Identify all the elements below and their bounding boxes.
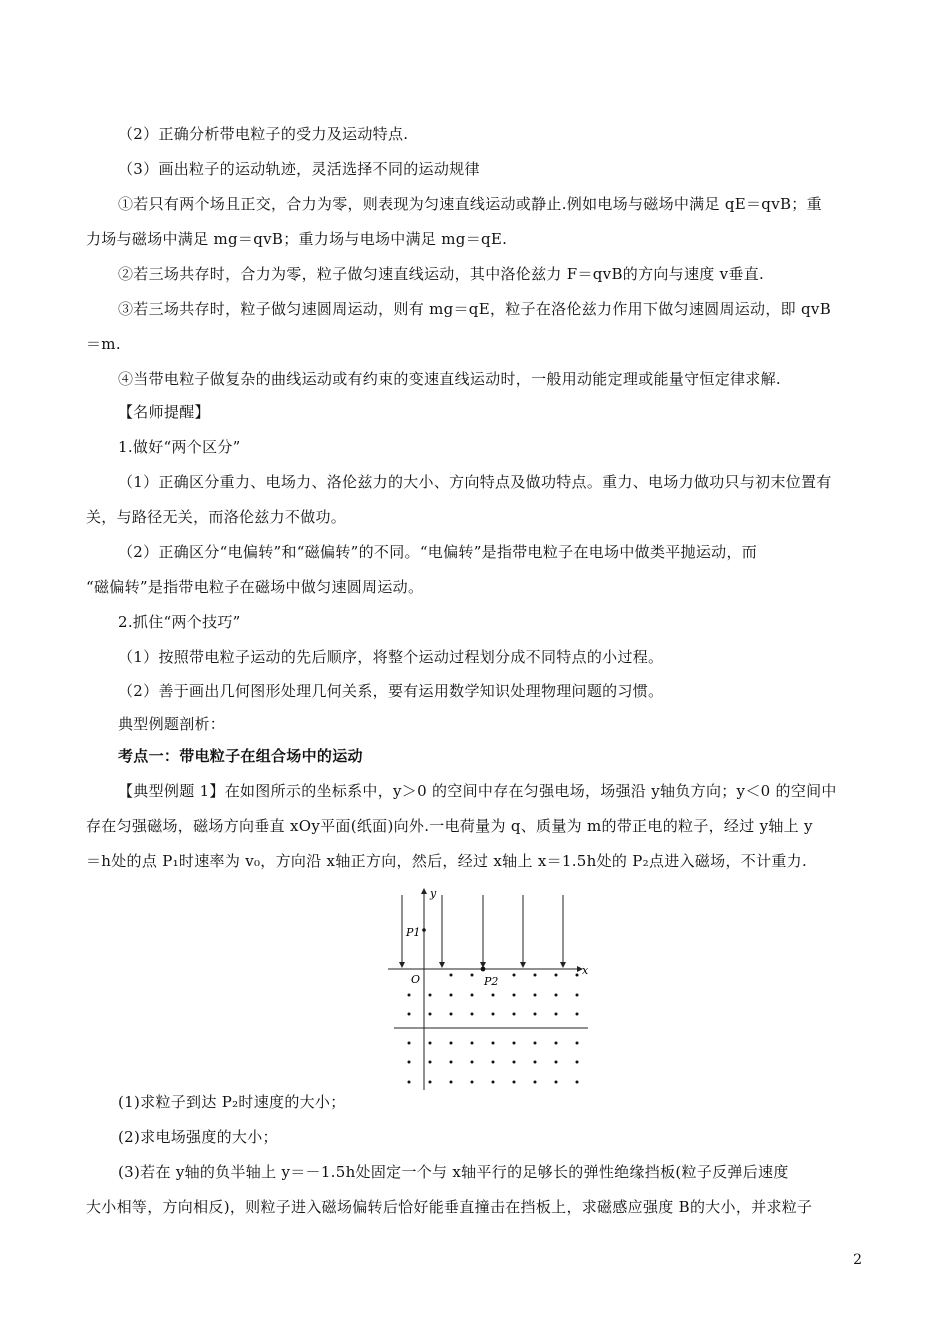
text-line: 1.做好“两个区分”: [118, 438, 241, 456]
field-dot: [429, 1013, 432, 1016]
field-dot: [450, 974, 453, 977]
question-line: 大小相等，方向相反)，则粒子进入磁场偏转后恰好能垂直撞击在挡板上，求磁感应强度 B的大小，并求粒子: [86, 1198, 813, 1216]
field-dot: [576, 994, 579, 997]
text-line: （3）画出粒子的运动轨迹，灵活选择不同的运动规律: [118, 160, 480, 178]
field-dot: [450, 1042, 453, 1045]
electric-field-lines: [402, 895, 563, 965]
text-line: （2）正确分析带电粒子的受力及运动特点.: [118, 125, 409, 143]
text-line: 关，与路径无关，而洛伦兹力不做功。: [86, 508, 347, 526]
topic-heading: 考点一：带电粒子在组合场中的运动: [118, 747, 363, 765]
origin-label: O: [411, 973, 421, 986]
field-dot: [471, 1061, 474, 1064]
point-p2: [481, 967, 486, 972]
field-dot: [492, 1061, 495, 1064]
field-dot: [492, 1013, 495, 1016]
text-line: ＝h处的点 P₁时速率为 v₀，方向沿 x轴正方向，然后，经过 x轴上 x＝1.5h处的 P₂点进入磁场，不计重力.: [86, 852, 808, 870]
text-line: （2）正确区分“电偏转”和“磁偏转”的不同。“电偏转”是指带电粒子在电场中做类平抛运动，而: [118, 543, 758, 561]
field-dot: [450, 1061, 453, 1064]
x-axis-label: x: [582, 964, 589, 977]
question-line: (1)求粒子到达 P₂时速度的大小；: [118, 1093, 346, 1111]
field-dot: [513, 1042, 516, 1045]
field-dot: [408, 1081, 411, 1084]
field-dot: [576, 1013, 579, 1016]
field-dot: [429, 994, 432, 997]
field-dot: [534, 1013, 537, 1016]
page-number: 2: [853, 1252, 862, 1268]
field-dot: [576, 1081, 579, 1084]
section-heading: 【名师提醒】: [118, 403, 210, 421]
field-dot: [513, 994, 516, 997]
field-dot: [450, 1081, 453, 1084]
field-dot: [492, 1042, 495, 1045]
text-line: ＝m.: [86, 335, 121, 353]
field-dot: [555, 1042, 558, 1045]
text-line: （1）正确区分重力、电场力、洛伦兹力的大小、方向特点及做功特点。重力、电场力做功只与初末位置有: [118, 473, 832, 491]
text-line: 典型例题剖析：: [118, 715, 226, 733]
field-dot: [513, 1061, 516, 1064]
field-dot: [555, 994, 558, 997]
field-dot: [576, 1042, 579, 1045]
field-dot: [408, 1061, 411, 1064]
p1-label: P1: [406, 926, 421, 939]
field-dot: [450, 1013, 453, 1016]
field-dot: [576, 974, 579, 977]
text-line: 2.抓住“两个技巧”: [118, 613, 241, 631]
field-dot: [534, 1042, 537, 1045]
field-dot: [429, 1061, 432, 1064]
field-dot: [471, 1013, 474, 1016]
field-dot: [555, 974, 558, 977]
field-dot: [513, 1013, 516, 1016]
field-dot: [429, 1081, 432, 1084]
field-dot: [471, 1042, 474, 1045]
field-dot: [534, 994, 537, 997]
text-line: 【典型例题 1】在如图所示的坐标系中，y＞0 的空间中存在匀强电场，场强沿 y轴负方向；y＜0 的空间中: [118, 782, 837, 800]
field-dot: [555, 1013, 558, 1016]
text-line: “磁偏转”是指带电粒子在磁场中做匀速圆周运动。: [86, 578, 424, 596]
question-line: (3)若在 y轴的负半轴上 y＝－1.5h处固定一个与 x轴平行的足够长的弹性绝缘挡板(粒子反弹后速度: [118, 1163, 789, 1181]
field-dot: [513, 1081, 516, 1084]
text-line: （1）按照带电粒子运动的先后顺序，将整个运动过程划分成不同特点的小过程。: [118, 648, 664, 666]
text-line: ①若只有两个场且正交，合力为零，则表现为匀速直线运动或静止.例如电场与磁场中满足 qE＝qvB；重: [118, 195, 822, 213]
field-dot: [534, 974, 537, 977]
question-line: (2)求电场强度的大小；: [118, 1128, 278, 1146]
field-dot: [576, 1061, 579, 1064]
p2-label: P2: [484, 975, 499, 988]
field-dot: [471, 1081, 474, 1084]
field-dot: [555, 1061, 558, 1064]
text-line: ②若三场共存时，合力为零，粒子做匀速直线运动，其中洛伦兹力 F＝qvB的方向与速度 v垂直.: [118, 265, 765, 283]
field-dot: [555, 1081, 558, 1084]
field-dot: [492, 1081, 495, 1084]
y-axis-label: y: [430, 887, 437, 900]
text-line: ③若三场共存时，粒子做匀速圆周运动，则有 mg＝qE，粒子在洛伦兹力作用下做匀速圆周运动，即 qvB: [118, 300, 832, 318]
field-dot: [408, 1042, 411, 1045]
field-dot: [534, 1081, 537, 1084]
text-line: （2）善于画出几何图形处理几何关系，要有运用数学知识处理物理问题的习惯。: [118, 682, 664, 700]
text-line: 力场与磁场中满足 mg＝qvB；重力场与电场中满足 mg＝qE.: [86, 230, 508, 248]
field-dot: [513, 974, 516, 977]
field-dot: [534, 1061, 537, 1064]
point-p1: [422, 928, 426, 932]
field-dot: [429, 1042, 432, 1045]
field-dot: [408, 994, 411, 997]
field-dot: [408, 1013, 411, 1016]
field-dot: [471, 974, 474, 977]
text-line: 存在匀强磁场，磁场方向垂直 xOy平面(纸面)向外.一电荷量为 q、质量为 m的带正电的粒子，经过 y轴上 y: [86, 817, 813, 835]
field-dot: [450, 994, 453, 997]
field-dot: [492, 994, 495, 997]
field-dot: [471, 994, 474, 997]
field-diagram: [386, 885, 594, 1095]
text-line: ④当带电粒子做复杂的曲线运动或有约束的变速直线运动时，一般用动能定理或能量守恒定律求解.: [118, 370, 781, 388]
